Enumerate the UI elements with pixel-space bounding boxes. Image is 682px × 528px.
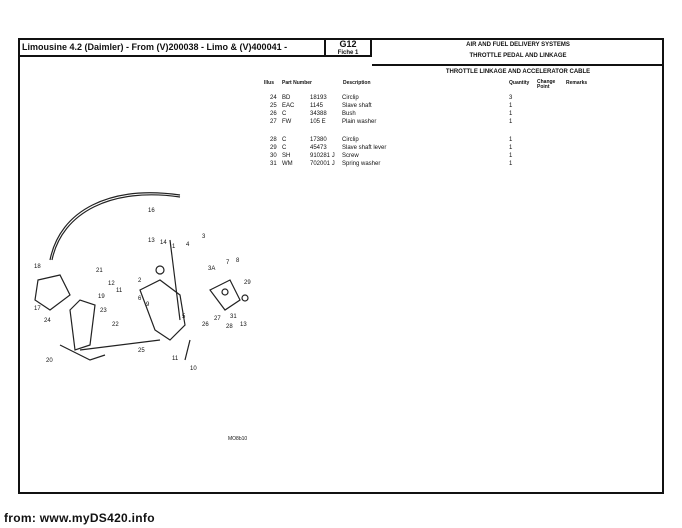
part-description: Slave shaft bbox=[342, 103, 372, 109]
col-remarks: Remarks bbox=[566, 80, 588, 86]
part-prefix: C bbox=[282, 137, 287, 143]
part-prefix: FW bbox=[282, 119, 292, 125]
part-number: 702001 J bbox=[310, 161, 335, 167]
callout-label: 23 bbox=[100, 308, 107, 314]
slave-shaft bbox=[80, 340, 160, 350]
page-title: Limousine 4.2 (Daimler) - From (V)200038 - Limo & (V)400041 - bbox=[22, 42, 288, 52]
part-row bbox=[260, 94, 620, 102]
part-illus: 27 bbox=[270, 119, 277, 125]
part-description: Circlip bbox=[342, 95, 359, 101]
plain-washer bbox=[222, 289, 228, 295]
callout-label: 13 bbox=[240, 322, 247, 328]
footer-source: from: www.myDS420.info bbox=[4, 511, 155, 525]
part-illus: 30 bbox=[270, 153, 277, 159]
part-row bbox=[260, 102, 620, 110]
part-prefix: EAC bbox=[282, 103, 295, 109]
fiche-code-box bbox=[326, 38, 370, 57]
callout-label: 16 bbox=[148, 208, 155, 214]
callout-labels bbox=[34, 208, 251, 372]
part-prefix: SH bbox=[282, 153, 291, 159]
section-title: AIR AND FUEL DELIVERY SYSTEMS bbox=[466, 42, 570, 48]
part-illus: 29 bbox=[270, 145, 277, 151]
part-row bbox=[260, 110, 620, 118]
part-illus: 26 bbox=[270, 111, 277, 117]
pedal-lever bbox=[70, 300, 95, 350]
callout-label: 14 bbox=[160, 240, 167, 246]
callout-label: 4 bbox=[186, 242, 190, 248]
part-description: Screw bbox=[342, 153, 359, 159]
accelerator-cable bbox=[50, 193, 180, 260]
part-number: 45473 bbox=[310, 145, 327, 151]
callout-label: 1 bbox=[172, 244, 176, 250]
col-change-point: Change Point bbox=[537, 79, 556, 90]
bush bbox=[156, 266, 164, 274]
part-row bbox=[260, 152, 620, 160]
part-qty: 1 bbox=[509, 153, 513, 159]
part-number: 34388 bbox=[310, 111, 327, 117]
callout-label: 9 bbox=[146, 302, 150, 308]
part-description: Plain washer bbox=[342, 119, 377, 125]
callout-label: 18 bbox=[34, 264, 41, 270]
callout-label: 25 bbox=[138, 348, 145, 354]
part-description: Spring washer bbox=[342, 161, 381, 167]
col-description: Description bbox=[343, 80, 371, 86]
part-description: Bush bbox=[342, 111, 356, 117]
callout-label: 2 bbox=[138, 278, 142, 284]
callout-label: 27 bbox=[214, 316, 221, 322]
callout-label: 5 bbox=[182, 314, 186, 320]
callout-label: 31 bbox=[230, 314, 237, 320]
part-prefix: WM bbox=[282, 161, 293, 167]
part-qty: 1 bbox=[509, 137, 513, 143]
callout-label: 7 bbox=[226, 260, 230, 266]
callout-label: 8 bbox=[236, 258, 240, 264]
pedal-bracket bbox=[35, 275, 70, 310]
part-row bbox=[260, 118, 620, 126]
part-illus: 31 bbox=[270, 161, 277, 167]
part-number: 18193 bbox=[310, 95, 327, 101]
image-code: MO8b10 bbox=[228, 436, 248, 442]
throttle-rod bbox=[170, 240, 180, 320]
throttle-linkage-diagram bbox=[20, 180, 300, 380]
callout-label: 13 bbox=[148, 238, 155, 244]
part-number: 17380 bbox=[310, 137, 327, 143]
part-qty: 1 bbox=[509, 111, 513, 117]
part-prefix: BD bbox=[282, 95, 291, 101]
callout-label: 26 bbox=[202, 322, 209, 328]
part-qty: 1 bbox=[509, 161, 513, 167]
callout-label: 29 bbox=[244, 280, 251, 286]
callout-label: 3 bbox=[202, 234, 206, 240]
part-number: 1145 bbox=[310, 103, 323, 109]
group-code: G12 bbox=[339, 39, 357, 49]
callout-label: 17 bbox=[34, 306, 41, 312]
part-description: Slave shaft lever bbox=[342, 145, 387, 151]
callout-label: 11 bbox=[116, 288, 123, 294]
part-qty: 1 bbox=[509, 145, 513, 151]
part-number: 910281 J bbox=[310, 153, 335, 159]
col-part-number: Part Number bbox=[282, 80, 313, 86]
part-row bbox=[260, 136, 620, 144]
screw-10 bbox=[185, 340, 190, 360]
accelerator-cable-outer bbox=[52, 195, 180, 260]
callout-label: 10 bbox=[190, 366, 197, 372]
part-qty: 1 bbox=[509, 103, 513, 109]
part-illus: 24 bbox=[270, 95, 277, 101]
col-illus: Illus bbox=[264, 80, 275, 86]
callout-label: 19 bbox=[98, 294, 105, 300]
callout-label: 11 bbox=[172, 356, 179, 362]
callout-label: 24 bbox=[44, 318, 51, 324]
callout-label: 20 bbox=[46, 358, 53, 364]
callout-label: 22 bbox=[112, 322, 119, 328]
part-description: Circlip bbox=[342, 137, 359, 143]
sub-subsection-title: THROTTLE LINKAGE AND ACCELERATOR CABLE bbox=[445, 69, 591, 75]
part-qty: 3 bbox=[509, 95, 513, 101]
part-illus: 28 bbox=[270, 137, 277, 143]
callout-label: 28 bbox=[226, 324, 233, 330]
col-quantity: Quantity bbox=[509, 80, 530, 86]
divider bbox=[18, 55, 372, 57]
callout-label: 12 bbox=[108, 281, 115, 287]
divider bbox=[372, 64, 664, 66]
fiche-number: Fiche 1 bbox=[337, 50, 359, 56]
subsection-title: THROTTLE PEDAL AND LINKAGE bbox=[469, 53, 567, 59]
part-qty: 1 bbox=[509, 119, 513, 125]
callout-label: 3A bbox=[208, 266, 216, 272]
part-prefix: C bbox=[282, 145, 287, 151]
part-row bbox=[260, 144, 620, 152]
callout-label: 21 bbox=[96, 268, 103, 274]
part-row bbox=[260, 160, 620, 168]
callout-label: 6 bbox=[138, 296, 142, 302]
part-prefix: C bbox=[282, 111, 287, 117]
part-illus: 25 bbox=[270, 103, 277, 109]
part-number: 105 E bbox=[310, 119, 326, 125]
circlip bbox=[242, 295, 248, 301]
